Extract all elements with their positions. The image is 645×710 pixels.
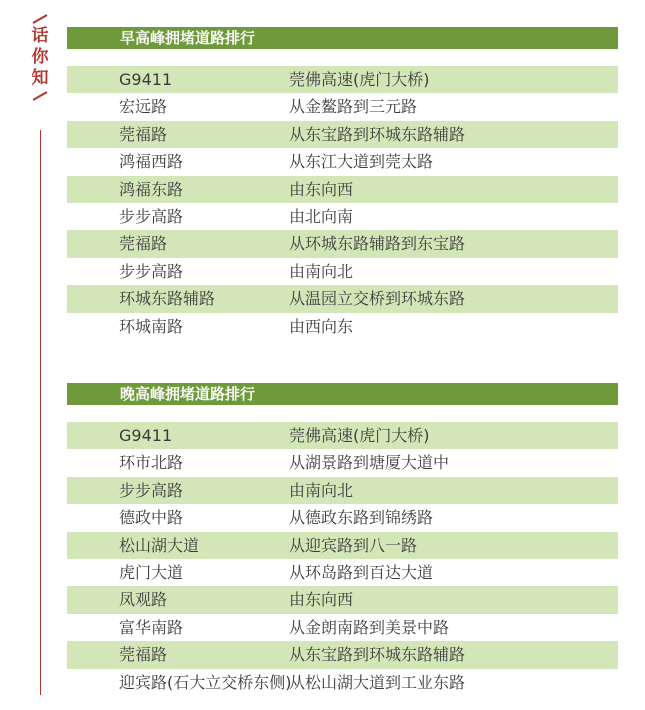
- table-row: [67, 176, 618, 203]
- road-segment: 从东江大道到莞太路: [289, 152, 434, 172]
- road-segment: 从湖景路到塘厦大道中: [289, 453, 450, 473]
- table-row: [67, 148, 618, 175]
- road-name: 松山湖大道: [119, 535, 200, 555]
- road-segment: 从温园立交桥到环城东路: [289, 289, 466, 309]
- morning-rows: [67, 66, 618, 340]
- road-name: 富华南路: [119, 617, 184, 637]
- table-row: [67, 203, 618, 230]
- table-row: [67, 532, 618, 559]
- road-segment: 从东宝路到环城东路辅路: [289, 645, 466, 665]
- morning-section: [67, 27, 618, 340]
- table-row: [67, 641, 618, 668]
- table-row: [67, 313, 618, 340]
- table-row: [67, 669, 618, 696]
- road-name: 环城东路辅路: [119, 289, 216, 309]
- road-segment: 从环岛路到百达大道: [289, 562, 434, 582]
- road-name: 莞福路: [119, 645, 168, 665]
- road-name: 凤观路: [119, 590, 168, 610]
- road-name: 莞福路: [119, 124, 168, 144]
- road-segment: 由南向北: [289, 480, 354, 500]
- table-row: [67, 586, 618, 613]
- road-name: 步步高路: [119, 206, 184, 226]
- evening-header: 晚高峰拥堵道路排行: [67, 383, 618, 405]
- road-name: G9411: [119, 426, 173, 445]
- side-char: 知: [31, 68, 49, 88]
- road-segment: 莞佛高速(虎门大桥): [289, 70, 430, 89]
- side-label: [30, 26, 50, 89]
- road-segment: 由北向南: [289, 206, 354, 226]
- table-row: [67, 614, 618, 641]
- road-segment: 从东宝路到环城东路辅路: [289, 124, 466, 144]
- table-row: [67, 285, 618, 312]
- table-row: [67, 477, 618, 504]
- road-segment: 由东向西: [289, 179, 354, 199]
- table-row: [67, 422, 618, 449]
- road-name: 环市北路: [119, 453, 184, 473]
- road-segment: 由南向北: [289, 261, 354, 281]
- morning-header: 早高峰拥堵道路排行: [67, 27, 618, 49]
- road-segment: 从金朗南路到美景中路: [289, 617, 450, 637]
- road-segment: 从德政东路到锦绣路: [289, 508, 434, 528]
- road-segment: 由西向东: [289, 316, 354, 336]
- table-row: [67, 121, 618, 148]
- evening-section: [67, 383, 618, 696]
- road-segment: 莞佛高速(虎门大桥): [289, 426, 430, 445]
- side-char: 话: [31, 26, 49, 46]
- road-name: 迎宾路(石大立交桥东侧): [119, 672, 292, 692]
- road-segment: 由东向西: [289, 590, 354, 610]
- road-segment: 从松山湖大道到工业东路: [289, 672, 466, 692]
- road-name: 鸿福东路: [119, 179, 184, 199]
- side-char: 你: [31, 47, 49, 67]
- road-name: 步步高路: [119, 261, 184, 281]
- table-row: [67, 449, 618, 476]
- table-row: [67, 66, 618, 93]
- road-name: 步步高路: [119, 480, 184, 500]
- table-row: [67, 258, 618, 285]
- tag-slash-top: [33, 14, 48, 24]
- road-name: G9411: [119, 70, 173, 89]
- side-tag: [30, 14, 50, 101]
- table-row: [67, 93, 618, 120]
- road-name: 环城南路: [119, 316, 184, 336]
- side-rule: [40, 130, 41, 695]
- table-row: [67, 504, 618, 531]
- road-name: 莞福路: [119, 234, 168, 254]
- road-segment: 从迎宾路到八一路: [289, 535, 418, 555]
- road-segment: 从环城东路辅路到东宝路: [289, 234, 466, 254]
- road-name: 鸿福西路: [119, 152, 184, 172]
- tag-slash-bottom: [33, 91, 48, 101]
- table-row: [67, 559, 618, 586]
- road-name: 宏远路: [119, 97, 168, 117]
- road-segment: 从金鳌路到三元路: [289, 97, 418, 117]
- road-name: 德政中路: [119, 508, 184, 528]
- evening-rows: [67, 422, 618, 696]
- road-name: 虎门大道: [119, 562, 184, 582]
- table-row: [67, 230, 618, 257]
